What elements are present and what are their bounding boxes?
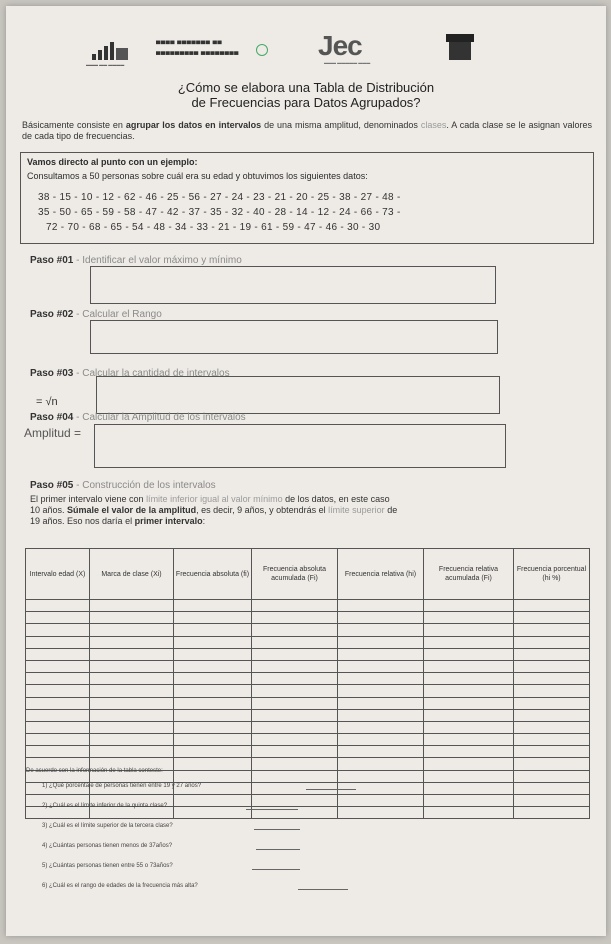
table-cell[interactable] (338, 697, 424, 709)
table-row (26, 648, 590, 660)
header-frecuencia-absoluta: Frecuencia absoluta (fi) (174, 549, 252, 600)
table-cell[interactable] (424, 624, 514, 636)
worksheet-page (6, 6, 606, 936)
table-cell[interactable] (174, 734, 252, 746)
step-2-label: Paso #02 - Calcular el Rango (30, 309, 162, 320)
table-cell[interactable] (174, 758, 252, 770)
table-cell[interactable] (90, 624, 174, 636)
table-cell[interactable] (424, 782, 514, 794)
table-cell[interactable] (514, 612, 590, 624)
table-cell[interactable] (26, 624, 90, 636)
table-cell[interactable] (252, 660, 338, 672)
table-cell[interactable] (252, 636, 338, 648)
question-3: 3) ¿Cuál es el límite superior de la tercera clase? (42, 823, 173, 829)
step-3-answer-box[interactable] (96, 376, 500, 414)
table-cell[interactable] (174, 746, 252, 758)
table-cell[interactable] (514, 770, 590, 782)
table-row (26, 709, 590, 721)
table-cell[interactable] (252, 612, 338, 624)
step-4-answer-box[interactable] (94, 424, 506, 468)
question-4: 4) ¿Cuántas personas tienen menos de 37años? (42, 843, 173, 849)
table-cell[interactable] (26, 648, 90, 660)
table-cell[interactable] (174, 709, 252, 721)
table-cell[interactable] (424, 734, 514, 746)
step-3-label: Paso #03 - Calcular la cantidad de intervalos (30, 368, 230, 379)
table-cell[interactable] (424, 807, 514, 819)
table-row (26, 612, 590, 624)
table-cell[interactable] (338, 721, 424, 733)
frequency-table (25, 548, 590, 819)
step-1-answer-box[interactable] (90, 266, 496, 304)
table-cell[interactable] (338, 660, 424, 672)
question-6: 6) ¿Cuál es el rango de edades de la frecuencia más alta? (42, 883, 198, 889)
table-cell[interactable] (514, 782, 590, 794)
table-cell[interactable] (338, 734, 424, 746)
example-text: Consultamos a 50 personas sobre cuál era su edad y obtuvimos los siguientes datos: (27, 171, 368, 181)
table-cell[interactable] (26, 685, 90, 697)
table-cell[interactable] (424, 685, 514, 697)
table-cell[interactable] (514, 721, 590, 733)
data-row-2: 35 - 50 - 65 - 59 - 58 - 47 - 42 - 37 - 35 - 32 - 40 - 28 - 14 - 12 - 24 - 66 - 73 - (38, 207, 401, 218)
table-cell[interactable] (514, 807, 590, 819)
table-cell[interactable] (514, 648, 590, 660)
table-cell[interactable] (174, 685, 252, 697)
header-marca-clase: Marca de clase (Xi) (90, 549, 174, 600)
ministry-bars-logo (92, 42, 128, 60)
table-cell[interactable] (252, 685, 338, 697)
table-cell[interactable] (424, 660, 514, 672)
table-cell[interactable] (90, 746, 174, 758)
table-cell[interactable] (90, 648, 174, 660)
table-cell[interactable] (424, 636, 514, 648)
step-5-label: Paso #05 - Construcción de los intervalos (30, 480, 216, 491)
table-cell[interactable] (90, 600, 174, 612)
header-frecuencia-porcentual: Frecuencia porcentual (hi %) (514, 549, 590, 600)
table-cell[interactable] (514, 697, 590, 709)
table-cell[interactable] (252, 770, 338, 782)
table-cell[interactable] (424, 795, 514, 807)
table-cell[interactable] (174, 648, 252, 660)
table-cell[interactable] (424, 758, 514, 770)
table-row (26, 685, 590, 697)
ministry-education-logo: ▀▀▀▀ ▀▀▀▀▀▀▀ ▀▀ ▄▄▄▄▄▄▄▄▄ ▄▄▄▄▄▄▄▄ (156, 42, 239, 55)
table-cell[interactable] (338, 624, 424, 636)
table-row (26, 636, 590, 648)
table-cell[interactable] (424, 721, 514, 733)
questions-intro: De acuerdo con la información de la tabla conteste: (26, 768, 163, 774)
table-cell[interactable] (514, 709, 590, 721)
table-cell[interactable] (26, 673, 90, 685)
step-2-answer-box[interactable] (90, 320, 498, 354)
table-cell[interactable] (514, 758, 590, 770)
table-row (26, 697, 590, 709)
header-intervalo: Intervalo edad (X) (26, 549, 90, 600)
table-cell[interactable] (174, 600, 252, 612)
table-cell[interactable] (252, 673, 338, 685)
answer-line-4[interactable] (256, 849, 300, 850)
header-frecuencia-absoluta-acumulada: Frecuencia absoluta acumulada (Fi) (252, 549, 338, 600)
table-cell[interactable] (174, 721, 252, 733)
table-cell[interactable] (424, 648, 514, 660)
table-row (26, 600, 590, 612)
table-cell[interactable] (424, 600, 514, 612)
sqrt-formula: = √n (36, 396, 58, 408)
table-cell[interactable] (252, 758, 338, 770)
question-1: 1) ¿Qué porcentaje de personas tienen entre 19 y 27 años? (42, 783, 202, 789)
table-cell[interactable] (90, 673, 174, 685)
table-cell[interactable] (174, 697, 252, 709)
table-cell[interactable] (338, 648, 424, 660)
table-cell[interactable] (424, 612, 514, 624)
intro-paragraph: Básicamente consiste en agrupar los datos en intervalos de una misma amplitud, denominados clases. A cada clase se le asignan valores de cada tipo de frecuencias. (22, 120, 592, 141)
table-cell[interactable] (252, 648, 338, 660)
table-cell[interactable] (514, 734, 590, 746)
header-frecuencia-relativa-acumulada: Frecuencia relativa acumulada (Fi) (424, 549, 514, 600)
jec-logo-caption: ▬▬▬ ▬▬▬▬▬ ▬▬▬ (324, 60, 371, 65)
table-cell[interactable] (514, 673, 590, 685)
data-row-3: 72 - 70 - 68 - 65 - 54 - 48 - 34 - 33 - 21 - 19 - 61 - 59 - 47 - 46 - 30 - 30 (46, 222, 381, 233)
table-row (26, 660, 590, 672)
table-cell[interactable] (424, 746, 514, 758)
table-cell[interactable] (424, 697, 514, 709)
jec-logo: Jec (318, 30, 362, 61)
table-cell[interactable] (252, 709, 338, 721)
interval-explanation: El primer intervalo viene con límite inferior igual al valor mínimo de los datos, en este caso 10 años. Súmale el valor de la amplitud, es decir, 9 años, y obtendrás el límite superior de 19 años. Eso nos daría el primer intervalo: (30, 494, 398, 526)
table-cell[interactable] (338, 807, 424, 819)
table-cell[interactable] (338, 795, 424, 807)
table-cell[interactable] (338, 709, 424, 721)
answer-line-3[interactable] (254, 829, 300, 830)
table-cell[interactable] (26, 660, 90, 672)
answer-line-6[interactable] (298, 889, 348, 890)
table-cell[interactable] (26, 636, 90, 648)
table-cell[interactable] (174, 660, 252, 672)
question-2: 2) ¿Cuál es el límite inferior de la quinta clase? (42, 803, 168, 809)
table-header-row (26, 549, 590, 600)
table-cell[interactable] (26, 734, 90, 746)
table-row (26, 721, 590, 733)
table-cell[interactable] (90, 660, 174, 672)
table-cell[interactable] (26, 746, 90, 758)
table-cell[interactable] (252, 734, 338, 746)
table-row (26, 673, 590, 685)
question-5: 5) ¿Cuántas personas tienen entre 55 o 73años? (42, 863, 173, 869)
table-cell[interactable] (26, 709, 90, 721)
table-cell[interactable] (174, 612, 252, 624)
table-cell[interactable] (424, 770, 514, 782)
table-cell[interactable] (174, 770, 252, 782)
table-cell[interactable] (514, 795, 590, 807)
table-cell[interactable] (26, 697, 90, 709)
table-cell[interactable] (514, 636, 590, 648)
table-cell[interactable] (338, 770, 424, 782)
table-cell[interactable] (338, 612, 424, 624)
table-cell[interactable] (174, 636, 252, 648)
table-cell[interactable] (90, 612, 174, 624)
table-cell[interactable] (338, 685, 424, 697)
header-logos (6, 30, 606, 76)
amplitud-label: Amplitud = (24, 426, 82, 440)
table-cell[interactable] (252, 624, 338, 636)
example-heading: Vamos directo al punto con un ejemplo: (27, 157, 198, 167)
answer-line-2[interactable] (246, 809, 298, 810)
table-cell[interactable] (174, 795, 252, 807)
table-cell[interactable] (90, 685, 174, 697)
table-cell[interactable] (514, 746, 590, 758)
table-cell[interactable] (252, 746, 338, 758)
table-cell[interactable] (424, 709, 514, 721)
answer-line-5[interactable] (252, 869, 300, 870)
table-cell[interactable] (26, 612, 90, 624)
table-cell[interactable] (338, 600, 424, 612)
header-frecuencia-relativa: Frecuencia relativa (hi) (338, 549, 424, 600)
table-cell[interactable] (514, 624, 590, 636)
ministry-bars-caption: ▬▬▬ ▬▬ ▬▬▬▬ (86, 62, 125, 67)
table-row (26, 734, 590, 746)
table-row (26, 624, 590, 636)
table-cell[interactable] (338, 746, 424, 758)
table-cell[interactable] (90, 636, 174, 648)
table-cell[interactable] (424, 673, 514, 685)
table-cell[interactable] (338, 636, 424, 648)
ministry-seal-icon (256, 44, 268, 56)
table-cell[interactable] (174, 624, 252, 636)
table-cell[interactable] (338, 673, 424, 685)
table-cell[interactable] (26, 600, 90, 612)
table-cell[interactable] (174, 807, 252, 819)
table-cell[interactable] (26, 721, 90, 733)
table-cell[interactable] (338, 758, 424, 770)
table-cell[interactable] (90, 709, 174, 721)
table-row (26, 746, 590, 758)
data-row-1: 38 - 15 - 10 - 12 - 62 - 46 - 25 - 56 - 27 - 24 - 23 - 21 - 20 - 25 - 38 - 27 - 48 - (38, 192, 401, 203)
table-cell[interactable] (90, 734, 174, 746)
table-cell[interactable] (514, 660, 590, 672)
table-cell[interactable] (252, 721, 338, 733)
school-logo (446, 34, 474, 60)
table-cell[interactable] (252, 600, 338, 612)
table-cell[interactable] (514, 685, 590, 697)
title-line-1: ¿Cómo se elabora una Tabla de Distribución (177, 80, 435, 95)
table-cell[interactable] (514, 600, 590, 612)
table-cell[interactable] (174, 673, 252, 685)
table-cell[interactable] (90, 697, 174, 709)
step-4-label: Paso #04 - Calcular la Amplitud de los intervalos (30, 412, 246, 423)
table-cell[interactable] (252, 697, 338, 709)
step-1-label: Paso #01 - Identificar el valor máximo y mínimo (30, 255, 242, 266)
answer-line-1[interactable] (306, 789, 356, 790)
title-line-2: de Frecuencias para Datos Agrupados? (191, 95, 421, 110)
table-cell[interactable] (90, 721, 174, 733)
table-cell[interactable] (252, 795, 338, 807)
